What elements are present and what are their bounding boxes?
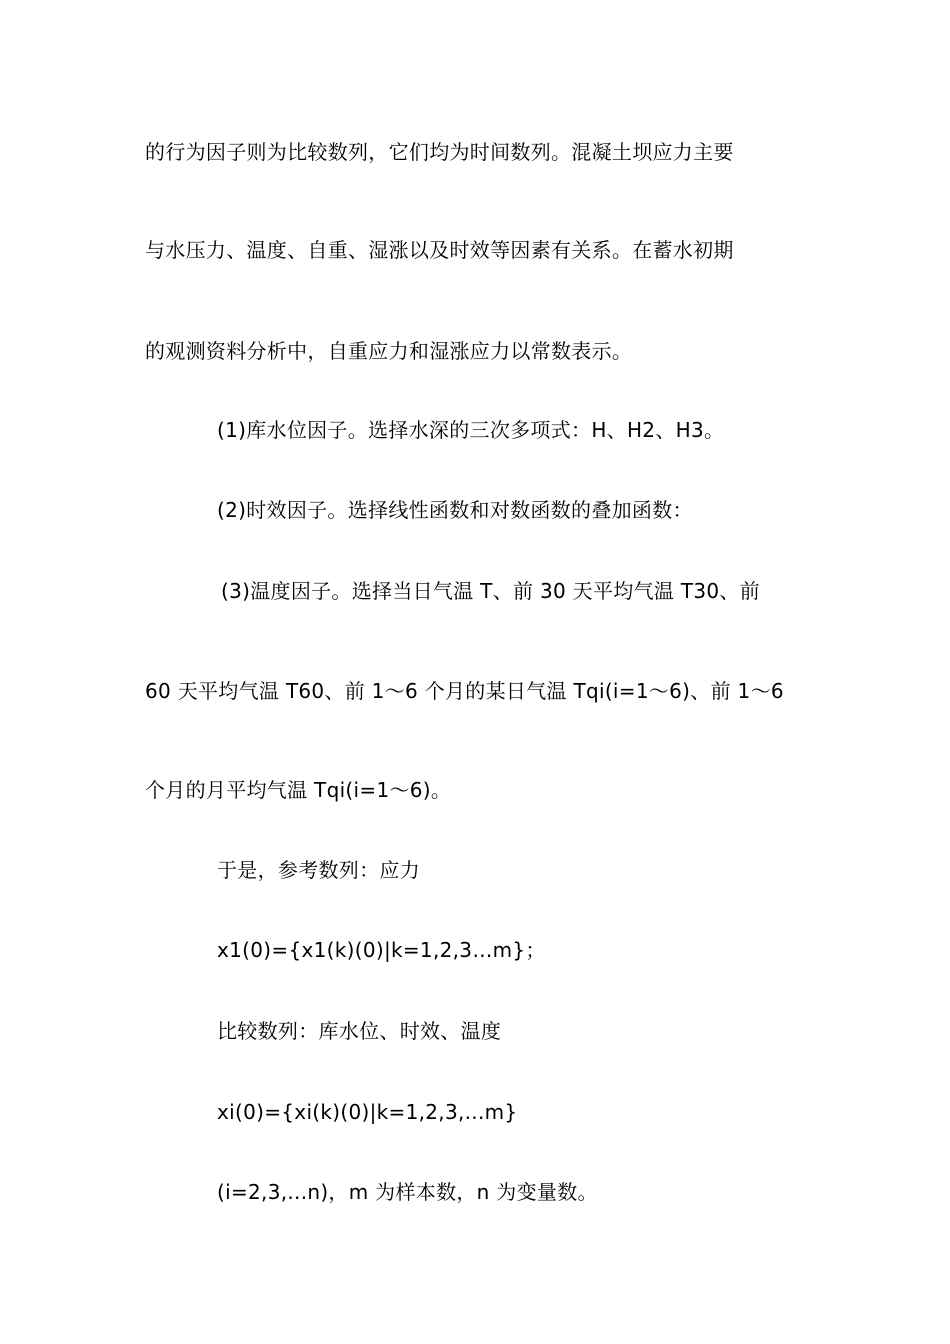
reference-sequence-formula: x1(0)={x1(k)(0)|k=1,2,3…m}； xyxy=(217,938,546,962)
comparison-sequence-formula: xi(0)={xi(k)(0)|k=1,2,3,...m} xyxy=(217,1100,518,1124)
paragraph-line-2: 与水压力、温度、自重、湿涨以及时效等因素有关系。在蓄水初期 xyxy=(145,238,734,262)
item-temperature: (3)温度因子。选择当日气温 T、前 30 天平均气温 T30、前 xyxy=(221,579,760,603)
comparison-sequence-label: 比较数列：库水位、时效、温度 xyxy=(217,1019,502,1043)
item-time-effect: (2)时效因子。选择线性函数和对数函数的叠加函数： xyxy=(217,498,693,522)
reference-sequence-label: 于是，参考数列：应力 xyxy=(217,858,420,882)
variable-definition: (i=2,3,...n)，m 为样本数，n 为变量数。 xyxy=(217,1180,598,1204)
item-reservoir-level: (1)库水位因子。选择水深的三次多项式：H、H2、H3。 xyxy=(217,418,725,442)
paragraph-line-7: 60 天平均气温 T60、前 1～6 个月的某日气温 Tqi(i=1～6)、前 1～6 xyxy=(145,679,784,703)
paragraph-line-3: 的观测资料分析中，自重应力和湿涨应力以常数表示。 xyxy=(145,339,633,363)
paragraph-line-8: 个月的月平均气温 Tqi(i=1～6)。 xyxy=(145,778,452,802)
paragraph-line-1: 的行为因子则为比较数列，它们均为时间数列。混凝土坝应力主要 xyxy=(145,140,734,164)
